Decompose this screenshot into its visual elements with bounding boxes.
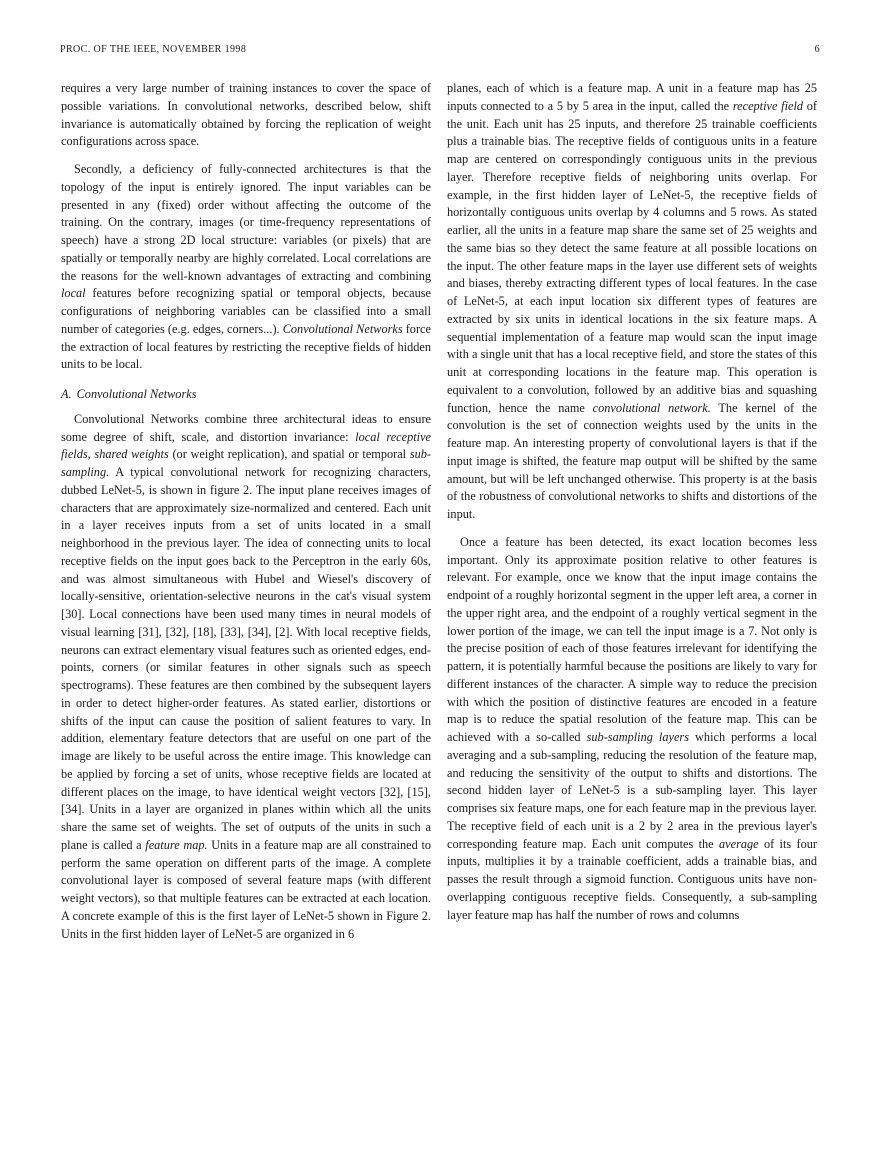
- section-title: Convolutional Networks: [76, 387, 197, 401]
- text-run: Units in a feature map are all constrained to perform the same operation on different parts of the image. A complete convolutional layer is composed of several feature maps (with different weight vectors), so that multiple features can be extracted at each location. A concrete example of this is the first layer of LeNet-5 shown in Figure 2. Units in the first hidden layer of LeNet-5 are organized in 6: [61, 837, 432, 941]
- emphasis-text: Convolutional Networks: [282, 321, 403, 336]
- text-run: Once a feature has been detected, its exact location becomes less important. Only its approximate position relative to other features is relevant. For example, once we know that the input image contains the endpoint of a roughly horizontal segment in the upper left area, a corner in the upper right area, and the endpoint of a roughly vertical segment in the lower portion of the image, we can tell the input image is a 7. Not only is the precise position of each of those features irrelevant for identifying the pattern, it is potentially harmful because the positions are likely to vary for different instances of the character. A simple way to reduce the precision with which the position of distinctive features are encoded in a feature map is to reduce the spatial resolution of the feature map. This can be achieved with a so-called: [447, 534, 817, 744]
- page-number: 6: [814, 44, 820, 55]
- emphasis-text: receptive field: [732, 98, 804, 113]
- paragraph: [447, 80, 817, 524]
- text-run: (or weight replication), and spatial or temporal: [168, 447, 410, 462]
- emphasis-text: average: [719, 836, 759, 851]
- paragraph: [61, 161, 431, 374]
- paragraph: [447, 534, 817, 925]
- text-run: force the extraction of local features by restricting the receptive fields of hidden units to be local.: [61, 321, 431, 372]
- emphasis-text: feature map.: [145, 837, 208, 852]
- text-run: which performs a local averaging and a sub-sampling, reducing the resolution of the feature map, and reducing the sensitivity of the output to shifts and distortions. The second hidden layer of LeNet-5 is a sub-sampling layer. This layer comprises six feature maps, one for each feature map in the previous layer. The receptive field of each unit is a 2 by 2 area in the previous layer's corresponding feature map. Each unit computes the: [447, 730, 817, 851]
- running-title: PROC. OF THE IEEE, NOVEMBER 1998: [60, 44, 247, 55]
- paragraph: [61, 411, 431, 944]
- left-column: [61, 80, 431, 943]
- emphasis-text: convolutional network.: [592, 400, 711, 415]
- emphasis-text: local: [61, 286, 86, 301]
- text-run: Convolutional Networks combine three architectural ideas to ensure some degree of shift, scale, and distortion invariance:: [61, 411, 431, 444]
- right-column: [447, 80, 817, 924]
- emphasis-text: sub-sampling layers: [586, 730, 689, 744]
- text-run: planes, each of which is a feature map. A unit in a feature map has 25 inputs connected to a 5 by 5 area in the input, called the: [447, 81, 817, 113]
- text-run: of its four inputs, multiplies it by a trainable coefficient, adds a trainable bias, and passes the result through a sigmoid function. Contiguous units have non-overlapping contiguous receptive fields. Consequently, a sub-sampling layer feature map has half the number of rows and columns: [447, 836, 817, 922]
- text-run: requires a very large number of training instances to cover the space of possible variations. In convolutional networks, described below, shift invariance is automatically obtained by forcing the replication of weight configurations across space.: [61, 81, 431, 149]
- running-header: [60, 44, 820, 60]
- text-run: The kernel of the convolution is the set of connection weights used by the units in the feature map. An interesting property of convolutional layers is that if the input image is shifted, the feature map output will be shifted by the same amount, but will be left unchanged otherwise. This property is at the basis of the robustness of convolutional networks to shifts and distortions of the input.: [447, 400, 817, 521]
- text-run: A typical convolutional network for recognizing characters, dubbed LeNet-5, is shown in figure 2. The input plane receives images of characters that are approximately size-normalized and centered. Each unit in a layer receives inputs from a set of units located in a small neighborhood in the previous layer. The idea of connecting units to local receptive fields on the input goes back to the Perceptron in the early 60s, and was almost simultaneous with Hubel and Wiesel's discovery of locally-sensitive, orientation-selective neurons in the cat's visual system [30]. Local connections have been used many times in neural models of visual learning [31], [32], [18], [33], [34], [2]. With local receptive fields, neurons can extract elementary visual features such as oriented edges, end-points, corners (or similar features in other signals such as speech spectrograms). These features are then combined by the subsequent layers in order to detect higher-order features. As stated earlier, distortions or shifts of the input can cause the position of salient features to vary. In addition, elementary feature detectors that are useful on one part of the image are likely to be useful across the entire image. This knowledge can be applied by forcing a set of units, whose receptive fields are located at different places on the image, to have identical weight vectors [32], [15], [34]. Units in a layer are organized in planes within which all the units share the same set of weights. The set of outputs of the units in such a plane is called a: [61, 465, 431, 852]
- emphasis-text: local receptive fields, shared weights: [61, 429, 431, 462]
- paragraph: [61, 80, 431, 151]
- text-run: Secondly, a deficiency of fully-connected architectures is that the topology of the input is entirely ignored. The input variables can be presented in any (fixed) order without affecting the outcome of the training. On the contrary, images (or time-frequency representations of speech) have a strong 2D local structure: variables (or pixels) that are spatially or temporally nearby are highly correlated. Local correlations are the reasons for the well-known advantages of extracting and combining: [61, 162, 431, 283]
- text-run: features before recognizing spatial or temporal objects, because configurations of neighboring variables can be classified into a small number of categories (e.g. edges, corners...).: [61, 286, 431, 336]
- section-heading: [61, 386, 431, 404]
- text-run: of the unit. Each unit has 25 inputs, and therefore 25 trainable coefficients plus a trainable bias. The receptive fields of contiguous units in a feature map are centered on correspondingly contiguous units in the previous layer. Therefore receptive fields of neighboring units overlap. For example, in the first hidden layer of LeNet-5, the receptive fields of horizontally contiguous units overlap by 4 columns and 5 rows. As stated earlier, all the units in a feature map share the same set of 25 weights and the same bias so they detect the same feature at all possible locations on the input. The other feature maps in the layer use different sets of weights and biases, thereby extracting different types of local features. In the case of LeNet-5, at each input location six different types of features are extracted by six units in identical locations in the six feature maps. A sequential implementation of a feature map would scan the input image with a single unit that has a local receptive field, and store the states of this unit at corresponding locations in the feature map. This operation is equivalent to a convolution, followed by an additive bias and squashing function, hence the name: [447, 98, 817, 415]
- section-label: A.: [61, 387, 72, 401]
- emphasis-text: sub-sampling.: [61, 447, 432, 479]
